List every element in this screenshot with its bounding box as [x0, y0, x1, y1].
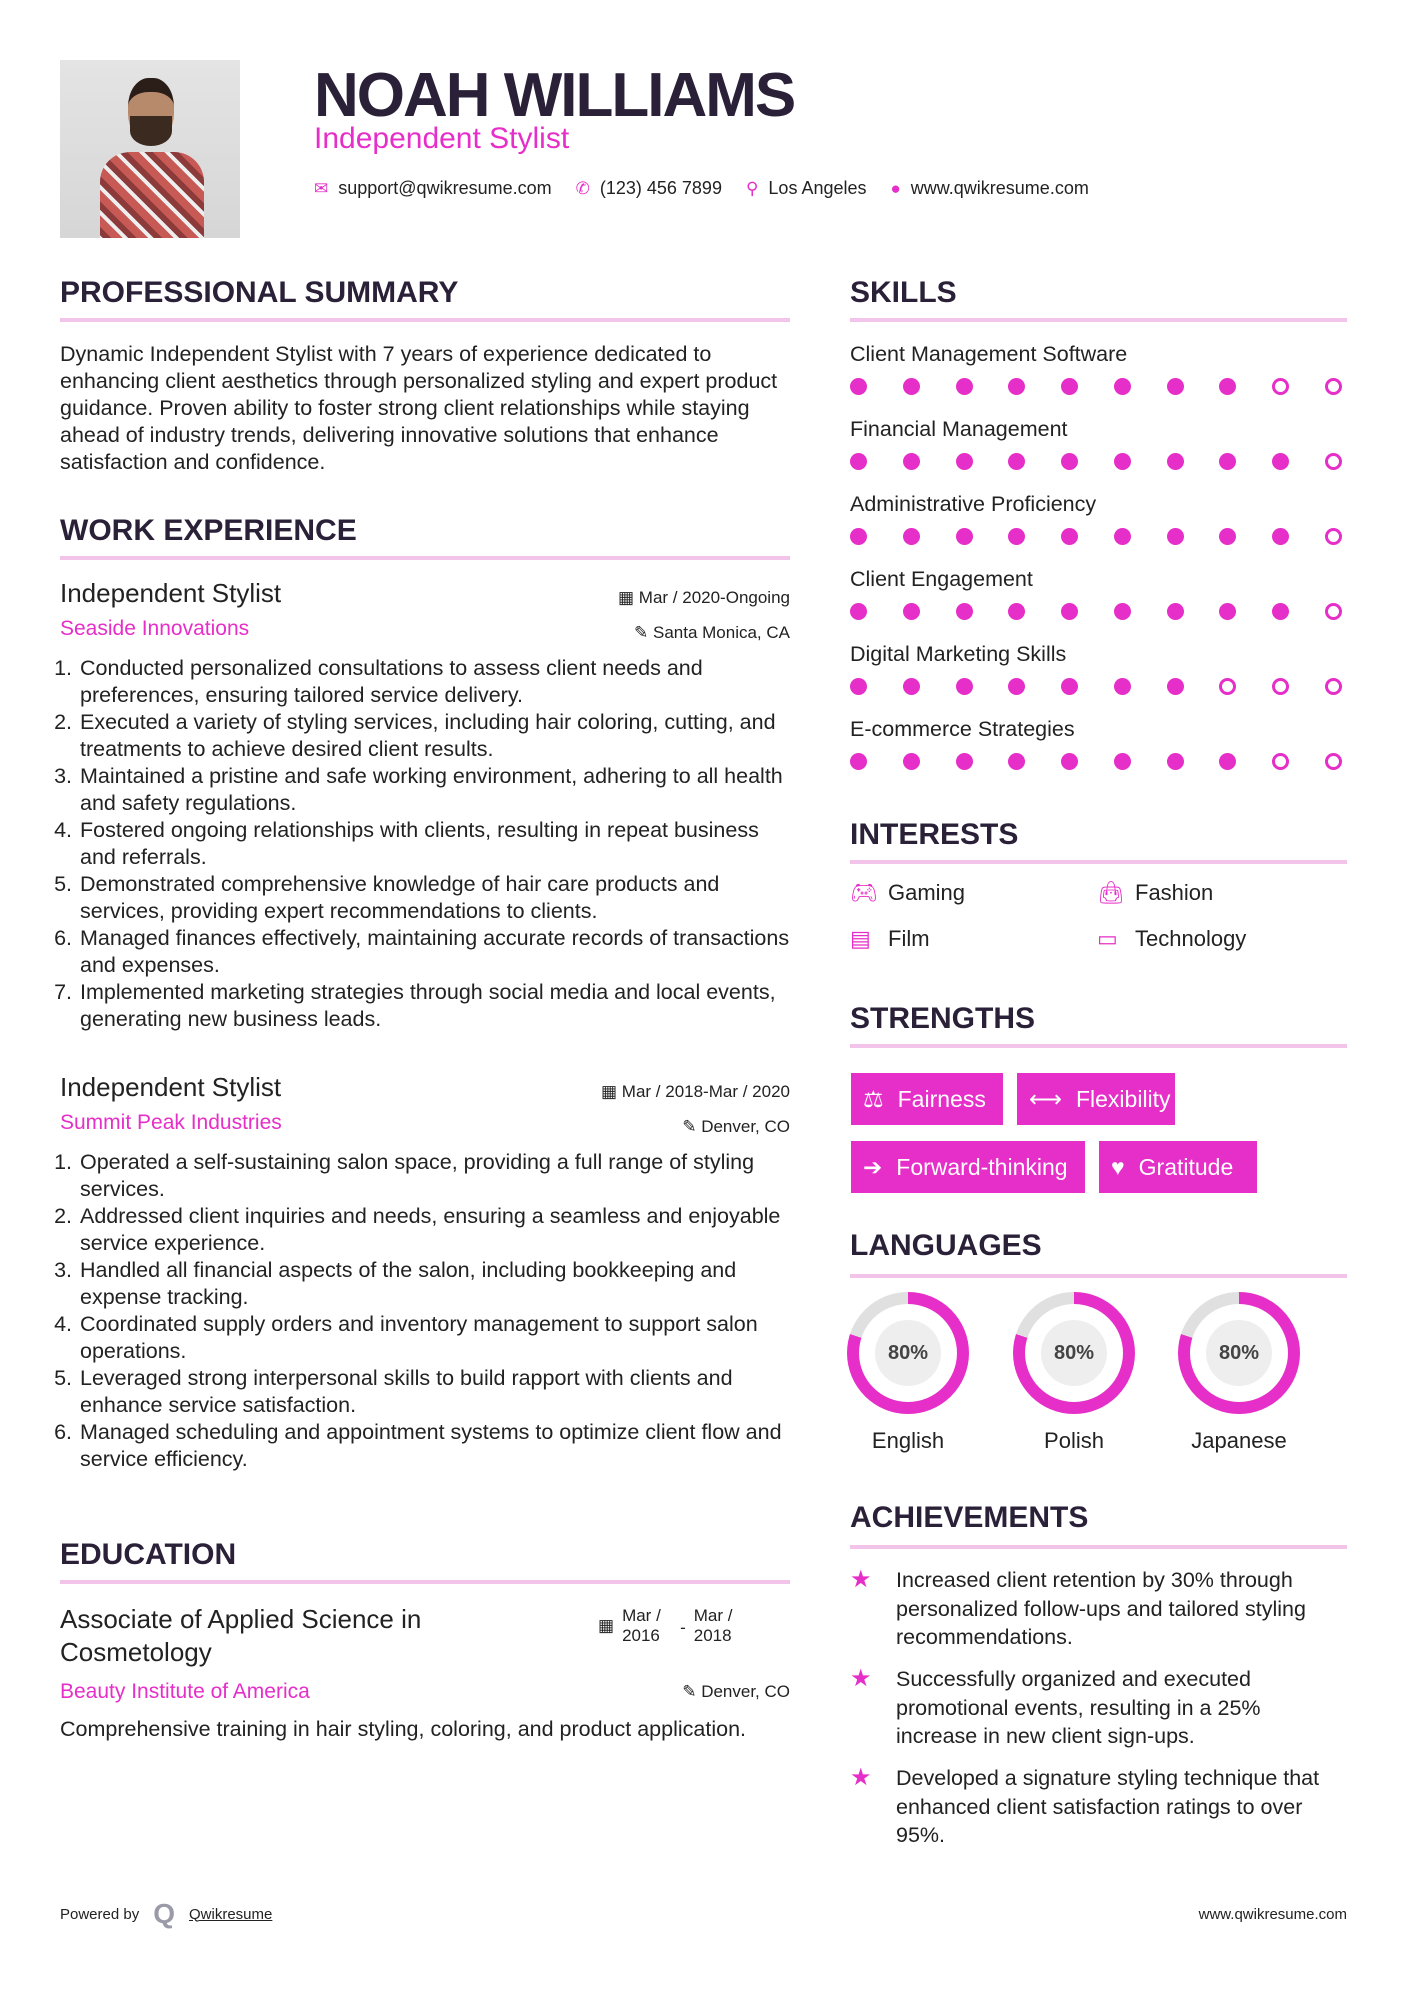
job-bullets — [60, 1149, 790, 1473]
education-heading: EDUCATION — [60, 1538, 237, 1571]
filled-dot — [1219, 753, 1236, 770]
divider — [60, 556, 790, 560]
calendar-icon: ▦ — [618, 588, 639, 607]
strength-tag: ♥ Gratitude — [1099, 1141, 1257, 1193]
divider — [850, 1044, 1347, 1048]
job-bullet: 6. Managed finances effectively, maintaining accurate records of transactions and expenses. — [78, 925, 790, 979]
empty-dot — [1325, 603, 1342, 620]
job-bullet: 5. Demonstrated comprehensive knowledge of hair care products and services, providing expert recommendations to clients. — [78, 871, 790, 925]
filled-dot — [1167, 678, 1184, 695]
filled-dot — [1219, 528, 1236, 545]
skill-item — [850, 567, 1342, 642]
filled-dot — [956, 678, 973, 695]
skill-rating — [850, 678, 1342, 695]
interest-item: 👜︎ Fashion — [1097, 880, 1214, 905]
job-entry — [60, 578, 790, 1033]
candidate-name: NOAH WILLIAMS — [314, 61, 795, 130]
calendar-icon: ▦ — [601, 1082, 622, 1101]
contact-info — [314, 178, 1089, 199]
filled-dot — [850, 378, 867, 395]
empty-dot — [1272, 753, 1289, 770]
empty-dot — [1325, 528, 1342, 545]
filled-dot — [1061, 753, 1078, 770]
divider — [60, 318, 790, 322]
map-pin-icon: ⚲ — [745, 178, 759, 198]
calendar-icon: ▦ — [598, 1616, 615, 1635]
achievement-item: ★ Developed a signature styling technique that enhanced client satisfaction ratings to over 95%. — [850, 1764, 1347, 1850]
skill-item — [850, 417, 1342, 492]
job-date: ▦ Mar / 2020-Ongoing — [618, 588, 790, 607]
empty-dot — [1325, 378, 1342, 395]
heart-icon: ♥ — [1111, 1153, 1125, 1180]
skill-name: E-commerce Strategies — [850, 717, 1075, 741]
strength-tag: ➔ Forward-thinking — [851, 1141, 1085, 1193]
job-bullet: 2. Addressed client inquiries and needs, ensuring a seamless and enjoyable service experience. — [78, 1203, 790, 1257]
phone: (123) 456 7899 — [599, 178, 722, 198]
empty-dot — [1325, 753, 1342, 770]
language-percent: 80% — [1206, 1320, 1272, 1386]
filled-dot — [1061, 603, 1078, 620]
divider — [850, 1545, 1347, 1549]
language-percent: 80% — [1041, 1320, 1107, 1386]
filled-dot — [1219, 453, 1236, 470]
job-company: Seaside Innovations — [60, 617, 250, 640]
filled-dot — [1114, 753, 1131, 770]
skill-name: Digital Marketing Skills — [850, 642, 1067, 666]
filled-dot — [1167, 528, 1184, 545]
filled-dot — [903, 753, 920, 770]
star-icon: ★ — [850, 1764, 872, 1791]
arrow-right-icon: ➔ — [863, 1153, 883, 1180]
laptop-icon: ▭ — [1097, 926, 1118, 951]
skill-name: Financial Management — [850, 417, 1068, 441]
skill-item — [850, 342, 1342, 417]
globe-icon: ● — [890, 178, 901, 198]
pin-icon: ✎ — [682, 1682, 702, 1701]
languages-heading: LANGUAGES — [850, 1229, 1042, 1262]
filled-dot — [903, 603, 920, 620]
location: Los Angeles — [768, 178, 867, 198]
school: Beauty Institute of America — [60, 1680, 310, 1703]
empty-dot — [1272, 678, 1289, 695]
experience-heading: WORK EXPERIENCE — [60, 514, 357, 547]
language-name: Japanese — [1191, 1428, 1287, 1453]
filled-dot — [1008, 378, 1025, 395]
job-bullet: 1. Conducted personalized consultations to assess client needs and preferences, ensuring tailored service delivery. — [78, 655, 790, 709]
skill-rating — [850, 528, 1342, 545]
language-percent: 80% — [875, 1320, 941, 1386]
language-progress-ring — [1013, 1292, 1135, 1414]
skill-item — [850, 717, 1342, 792]
filled-dot — [1008, 528, 1025, 545]
skill-name: Administrative Proficiency — [850, 492, 1097, 516]
filled-dot — [956, 528, 973, 545]
achievement-item: ★ Successfully organized and executed promotional events, resulting in a 25% increase in new client sign-ups. — [850, 1665, 1347, 1751]
skill-rating — [850, 753, 1342, 770]
date-separator: - — [680, 1618, 686, 1637]
filled-dot — [1061, 528, 1078, 545]
filled-dot — [1008, 678, 1025, 695]
education-description: Comprehensive training in hair styling, coloring, and product application. — [60, 1717, 746, 1741]
filled-dot — [1167, 453, 1184, 470]
skill-rating — [850, 378, 1342, 395]
language-progress-ring — [1178, 1292, 1300, 1414]
filled-dot — [903, 528, 920, 545]
empty-dot — [1272, 378, 1289, 395]
strength-tag: ⚖ Fairness — [851, 1073, 1003, 1125]
degree: Associate of Applied Science in Cosmetology — [60, 1604, 422, 1667]
star-icon: ★ — [850, 1665, 872, 1692]
balance-scale-icon: ⚖ — [863, 1085, 884, 1112]
arrows-h-icon: ⟷ — [1029, 1085, 1062, 1112]
job-bullet: 3. Handled all financial aspects of the salon, including bookkeeping and expense tracking. — [78, 1257, 790, 1311]
divider — [60, 1580, 790, 1584]
start-date: Mar / 2016 — [622, 1606, 661, 1645]
filled-dot — [1167, 753, 1184, 770]
job-position: Independent Stylist — [60, 1072, 282, 1102]
email[interactable]: support@qwikresume.com — [338, 178, 552, 198]
divider — [850, 1274, 1347, 1278]
job-bullet: 3. Maintained a pristine and safe working environment, adhering to all health and safety regulations. — [78, 763, 790, 817]
job-bullets — [60, 655, 790, 1033]
divider — [850, 860, 1347, 864]
filled-dot — [1272, 528, 1289, 545]
footer-website[interactable]: www.qwikresume.com — [1198, 1906, 1347, 1923]
filled-dot — [1114, 453, 1131, 470]
filled-dot — [850, 453, 867, 470]
film-icon: ▤ — [850, 926, 871, 951]
job-bullet: 7. Implemented marketing strategies through social media and local events, generating new business leads. — [78, 979, 790, 1033]
strength-tag: ⟷ Flexibility — [1017, 1073, 1175, 1125]
achievements-heading: ACHIEVEMENTS — [850, 1501, 1089, 1534]
job-bullet: 5. Leveraged strong interpersonal skills to build rapport with clients and enhance service satisfaction. — [78, 1365, 790, 1419]
strengths-heading: STRENGTHS — [850, 1002, 1036, 1035]
brand-link[interactable]: Qwikresume — [189, 1905, 273, 1923]
job-bullet: 4. Coordinated supply orders and inventory management to support salon operations. — [78, 1311, 790, 1365]
interests-heading: INTERESTS — [850, 818, 1019, 851]
profile-photo — [60, 60, 240, 238]
filled-dot — [850, 603, 867, 620]
language-progress-ring — [847, 1292, 969, 1414]
filled-dot — [1219, 603, 1236, 620]
interest-item: ▭ Technology — [1097, 926, 1247, 951]
envelope-icon: ✉ — [314, 178, 329, 198]
filled-dot — [1061, 678, 1078, 695]
filled-dot — [956, 753, 973, 770]
skill-item — [850, 642, 1342, 717]
education-date — [598, 1606, 744, 1646]
website[interactable]: www.qwikresume.com — [910, 178, 1089, 198]
filled-dot — [1114, 603, 1131, 620]
job-bullet: 1. Operated a self-sustaining salon space, providing a full range of styling services. — [78, 1149, 790, 1203]
end-date: Mar / 2018 — [693, 1606, 733, 1645]
skills-heading: SKILLS — [850, 276, 957, 309]
filled-dot — [1061, 378, 1078, 395]
filled-dot — [1114, 378, 1131, 395]
filled-dot — [1167, 378, 1184, 395]
interests-list — [850, 880, 1347, 952]
powered-by-label: Powered by — [60, 1905, 140, 1923]
filled-dot — [903, 678, 920, 695]
job-title: Independent Stylist — [314, 122, 570, 155]
job-bullet: 2. Executed a variety of styling services, including hair coloring, cutting, and treatments to achieve desired client results. — [78, 709, 790, 763]
filled-dot — [956, 378, 973, 395]
qwikresume-logo-icon: Q — [153, 1898, 175, 1929]
language-name: English — [871, 1428, 945, 1453]
summary-heading: PROFESSIONAL SUMMARY — [60, 276, 459, 309]
filled-dot — [850, 753, 867, 770]
language-name: Polish — [1044, 1428, 1104, 1453]
skills-list — [850, 342, 1342, 792]
filled-dot — [903, 453, 920, 470]
job-date: ▦ Mar / 2018-Mar / 2020 — [601, 1082, 790, 1101]
filled-dot — [850, 528, 867, 545]
filled-dot — [1008, 753, 1025, 770]
interest-item: 🎮︎ Gaming — [850, 880, 966, 905]
shopping-bag-icon: 👜︎ — [1097, 880, 1125, 905]
job-position: Independent Stylist — [60, 578, 282, 608]
footer-powered — [60, 1898, 272, 1930]
skill-rating — [850, 603, 1342, 620]
filled-dot — [903, 378, 920, 395]
filled-dot — [1114, 528, 1131, 545]
filled-dot — [1008, 453, 1025, 470]
job-bullet: 6. Managed scheduling and appointment systems to optimize client flow and service efficiency. — [78, 1419, 790, 1473]
empty-dot — [1325, 453, 1342, 470]
divider — [850, 318, 1347, 322]
filled-dot — [1272, 603, 1289, 620]
empty-dot — [1325, 678, 1342, 695]
filled-dot — [850, 678, 867, 695]
filled-dot — [1114, 678, 1131, 695]
empty-dot — [1219, 678, 1236, 695]
pin-icon: ✎ — [682, 1117, 702, 1136]
skill-name: Client Management Software — [850, 342, 1128, 366]
summary-text: Dynamic Independent Stylist with 7 years of experience dedicated to enhancing client aesthetics through personalized styling and expert product guidance. Proven ability to foster strong client relationships while staying ahead of industry trends, delivering innovative solutions that enhance satisfaction and confidence. — [60, 342, 778, 474]
filled-dot — [956, 603, 973, 620]
filled-dot — [1008, 603, 1025, 620]
achievement-item: ★ Increased client retention by 30% through personalized follow-ups and tailored styling recommendations. — [850, 1566, 1347, 1652]
pin-icon: ✎ — [634, 623, 653, 642]
job-entry — [60, 1072, 790, 1473]
star-icon: ★ — [850, 1566, 872, 1593]
filled-dot — [956, 453, 973, 470]
job-location: ✎ Santa Monica, CA — [634, 623, 790, 642]
skill-name: Client Engagement — [850, 567, 1033, 591]
filled-dot — [1272, 453, 1289, 470]
filled-dot — [1061, 453, 1078, 470]
job-company: Summit Peak Industries — [60, 1111, 282, 1134]
interest-item: ▤ Film — [850, 926, 930, 951]
job-bullet: 4. Fostered ongoing relationships with clients, resulting in repeat business and referrals. — [78, 817, 790, 871]
filled-dot — [1219, 378, 1236, 395]
job-location: ✎ Denver, CO — [682, 1117, 790, 1136]
filled-dot — [1167, 603, 1184, 620]
phone-icon: ✆ — [575, 178, 590, 198]
skill-item — [850, 492, 1342, 567]
skill-rating — [850, 453, 1342, 470]
education-location: ✎ Denver, CO — [682, 1682, 790, 1701]
gamepad-icon: 🎮︎ — [850, 880, 878, 905]
